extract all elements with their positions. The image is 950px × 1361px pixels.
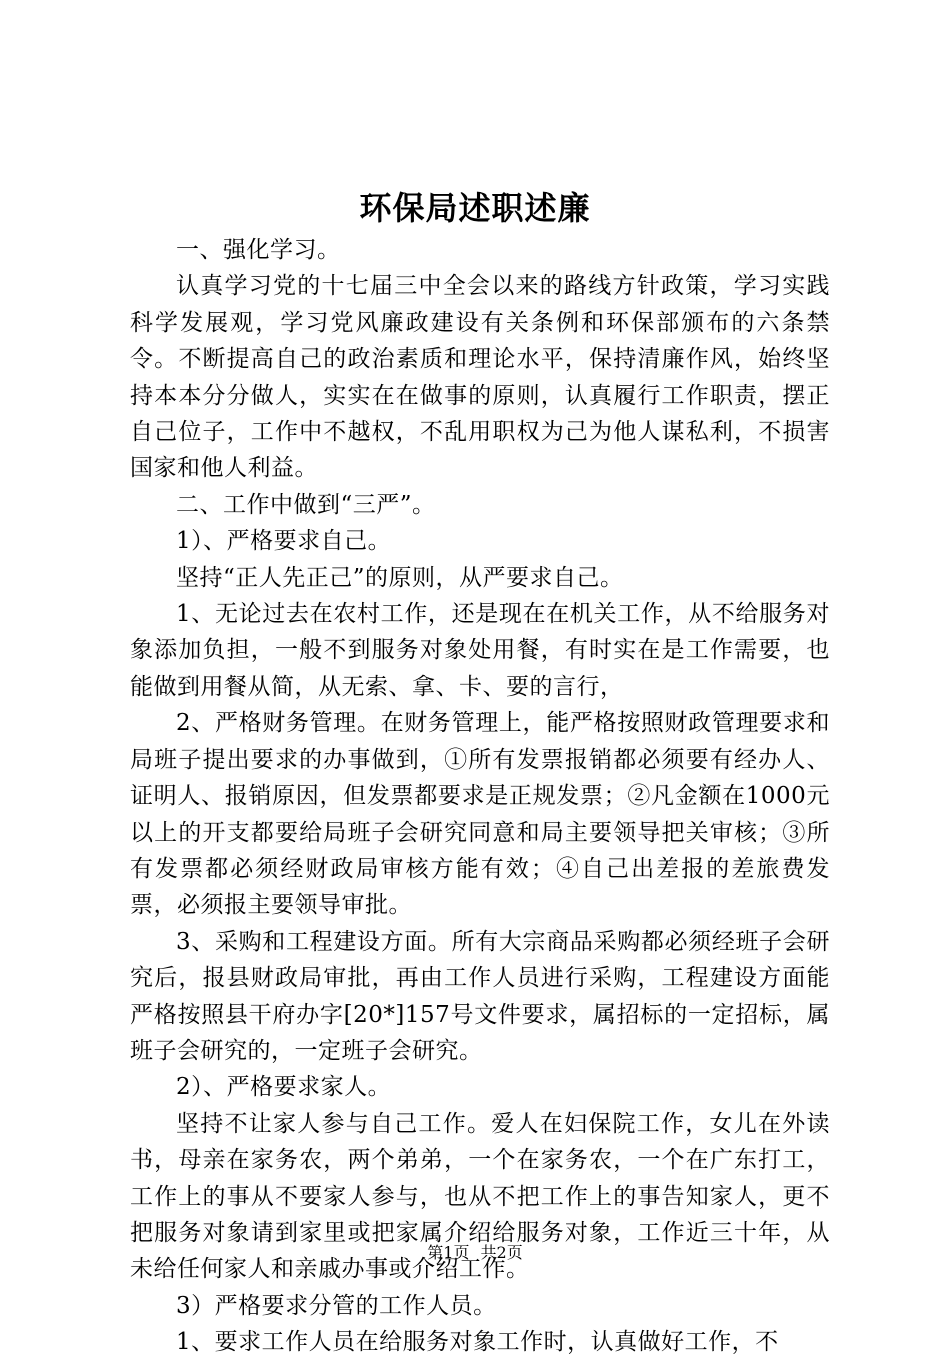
paragraph-item-3-procurement: 3、采购和工程建设方面。所有大宗商品采购都必须经班子会研究后，报县财政局审批，再由工作人员进行采购，工程建设方面能严格按照县干府办字[20*]157号文件要求，属招标的一定招标，属班子会研究的，一定班子会研究。 xyxy=(130,928,830,1064)
page-total: 共2页 xyxy=(480,1243,523,1262)
subheading-strict-family: 2）、严格要求家人。 xyxy=(176,1074,392,1101)
paragraph-family: 坚持不让家人参与自己工作。爱人在妇保院工作，女儿在外读书，母亲在家务农，两个弟弟，一个在家务农，一个在广东打工，工作上的事从不要家人参与，也从不把工作上的事告知家人，更不把服务对象请到家里或把家属介绍给服务对象，工作近三十年，从未给任何家人和亲戚办事或介绍工作。 xyxy=(130,1110,830,1283)
paragraph-item-1: 1、无论过去在农村工作，还是现在在机关工作，从不给服务对象添加负担，一般不到服务对象处用餐，有时实在是工作需要，也能做到用餐从简，从无索、拿、卡、要的言行， xyxy=(130,601,830,700)
heading-three-strict: 二、工作中做到“三严”。 xyxy=(176,491,436,518)
page-number: 第1页 xyxy=(427,1243,470,1262)
heading-strengthen-study: 一、强化学习。 xyxy=(176,237,341,263)
page-footer xyxy=(0,1242,950,1264)
paragraph-item-2-finance: 2、严格财务管理。在财务管理上，能严格按照财政管理要求和局班子提出要求的办事做到，①所有发票报销都必须要有经办人、证明人、报销原因，但发票都要求是正规发票；②凡金额在1000元以上的开支都要给局班子会研究同意和局主要领导把关审核；③所有发票都必须经财政局审核方能有效；④自己出差报的差旅费发票，必须报主要领导审批。 xyxy=(130,710,830,919)
paragraph-principle: 坚持“正人先正己”的原则，从严要求自己。 xyxy=(176,564,624,591)
document-title: 环保局述职述廉 xyxy=(359,189,591,227)
subheading-strict-staff: 3）严格要求分管的工作人员。 xyxy=(176,1292,497,1319)
paragraph-staff-item-1: 1、要求工作人员在给服务对象工作时，认真做好工作，不 xyxy=(176,1329,779,1356)
paragraph-study-content: 认真学习党的十七届三中全会以来的路线方针政策，学习实践科学发展观，学习党风廉政建设有关条例和环保部颁布的六条禁令。不断提高自己的政治素质和理论水平，保持清廉作风，始终坚持本本分分做人，实实在在做事的原则，认真履行工作职责，摆正自己位子，工作中不越权，不乱用职权为己为他人谋私利，不损害国家和他人利益。 xyxy=(130,273,830,482)
subheading-strict-self: 1）、严格要求自己。 xyxy=(176,528,392,555)
document-body xyxy=(130,232,830,1361)
